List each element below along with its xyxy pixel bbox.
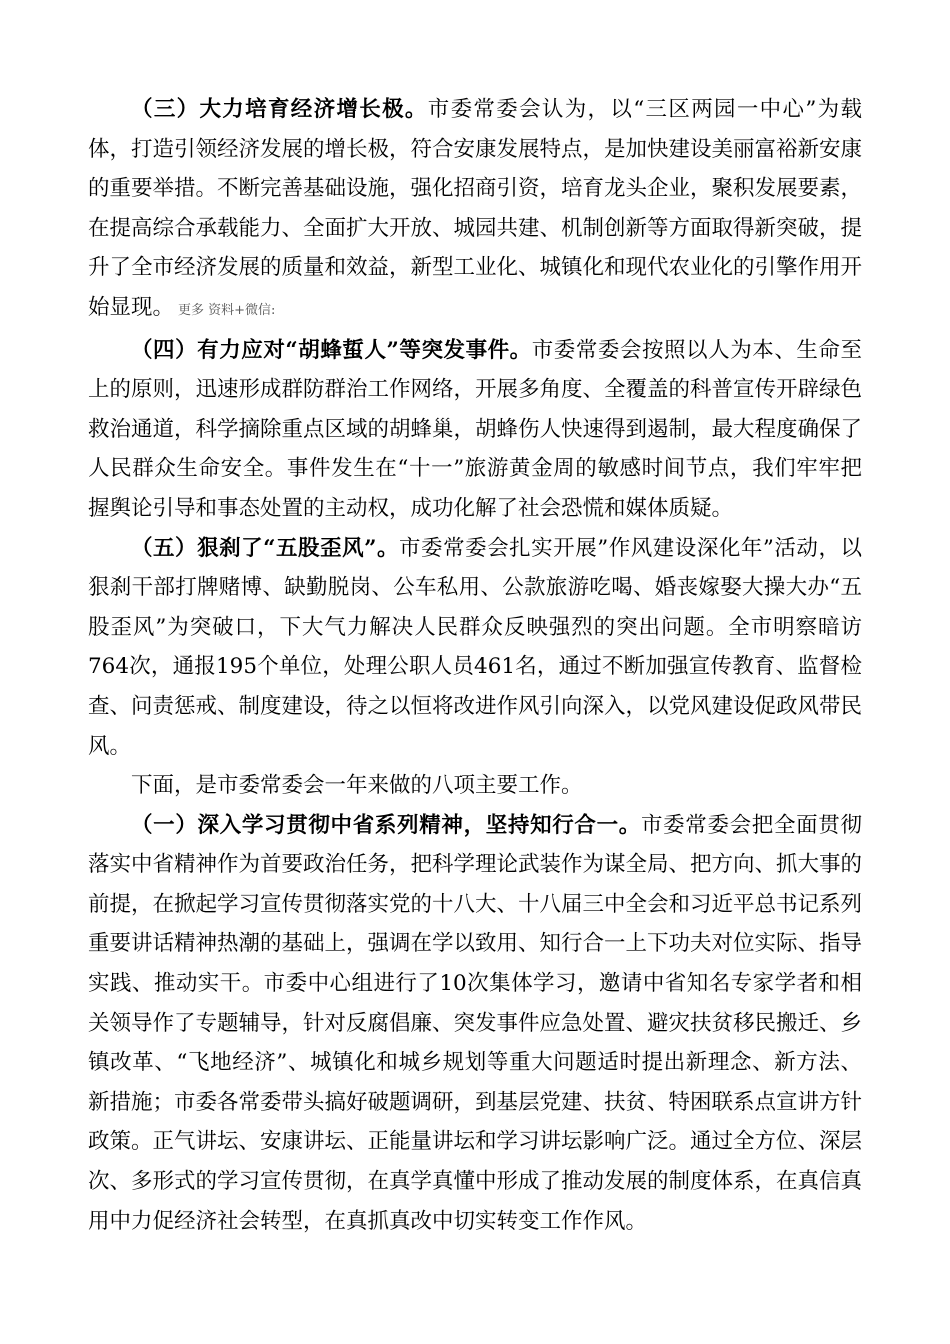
paragraph-five-bad-trends: [88, 529, 862, 767]
paragraph-hornet-incident: [88, 331, 862, 529]
document-page: [88, 90, 862, 1241]
paragraph-heading: （三）大力培育经济增长极。: [131, 97, 428, 122]
paragraph-body: 市委常委会认为，以“三区两园一中心”为载体，打造引领经济发展的增长极，符合安康发展特点，是加快建设美丽富裕新安康的重要举措。不断完善基础设施，强化招商引资，培育龙头企业，聚积发展要素，在提高综合承载能力、全面扩大开放、城园共建、机制创新等方面取得新突破，提升了全市经济发展的质量和效益，新型工业化、城镇化和现代农业化的引擎作用开始显现。: [88, 97, 863, 320]
paragraph-body: 市委常委会扎实开展”作风建设深化年”活动，以狠刹干部打牌赌博、缺勤脱岗、公车私用、公款旅游吃喝、婚丧嫁娶大操大办“五股歪风”为突破口，下大气力解决人民群众反映强烈的突出问题。全市明察暗访764次，通报195个单位，处理公职人员461名，通过不断加强宣传教育、监督检查、问责惩戒、制度建设，待之以恒将改进作风引向深入，以党风建设促政风带民风。: [88, 535, 863, 759]
paragraph-heading: （四）有力应对“胡蜂蜇人”等突发事件。: [131, 337, 532, 363]
paragraph-body: 下面，是市委常委会一年来做的八项主要工作。: [131, 773, 583, 799]
paragraph-heading: （五）狠刹了“五股歪风”。: [131, 535, 400, 561]
paragraph-body: 市委常委会按照以人为本、生命至上的原则，迅速形成群防群治工作网络，开展多角度、全覆盖的科普宣传开辟绿色救治通道，科学摘除重点区域的胡蜂巢，胡蜂伤人快速得到遏制，最大程度确保了人民群众生命安全。事件发生在“十一”旅游黄金周的敏感时间节点，我们牢牢把握舆论引导和事态处置的主动权，成功化解了社会恐慌和媒体质疑。: [88, 337, 863, 521]
paragraph-body: 市委常委会把全面贯彻落实中省精神作为首要政治任务，把科学理论武装作为谋全局、把方向、抓大事的前提，在掀起学习宣传贯彻落实党的十八大、十八届三中全会和习近平总书记系列重要讲话精神热潮的基础上，强调在学以致用、知行合一上下功夫对位实际、指导实践、推动实干。市委中心组进行了10次集体学习，邀请中省知名专家学者和相关领导作了专题辅导，针对反腐倡廉、突发事件应急处置、避灾扶贫移民搬迁、乡镇改革、“飞地经济”、城镇化和城乡规划等重大问题适时提出新理念、新方法、新措施；市委各常委带头搞好破题调研，到基层党建、扶贫、特困联系点宣讲方针政策。正气讲坛、安康讲坛、正能量讲坛和学习讲坛影响广泛。通过全方位、深层次、多形式的学习宣传贯彻，在真学真懂中形成了推动发展的制度体系，在真信真用中力促经济社会转型，在真抓真改中切实转变工作作风。: [88, 812, 863, 1234]
watermark-note: 更多 资料+微信:: [178, 302, 276, 318]
paragraph-growth-poles: [88, 90, 862, 331]
paragraph-study-implementation: [88, 806, 862, 1242]
paragraph-heading: （一）深入学习贯彻中省系列精神，坚持知行合一。: [131, 812, 641, 838]
paragraph-transition: [88, 766, 862, 806]
